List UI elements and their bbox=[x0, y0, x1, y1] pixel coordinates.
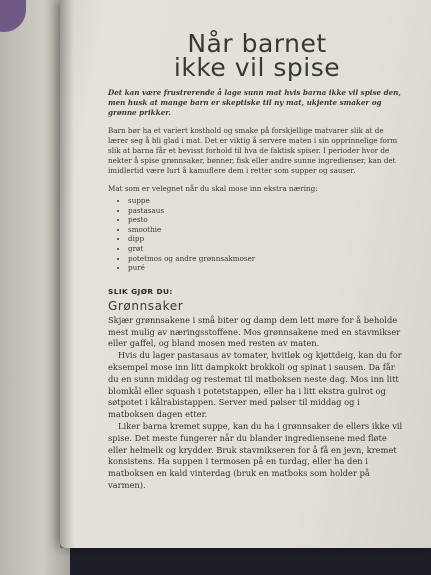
page-title bbox=[108, 29, 406, 82]
list-item: • pastasaus bbox=[128, 206, 406, 216]
ingredient-list bbox=[108, 196, 406, 273]
intro-text: Det kan være frustrerende å lage sunn mat hvis barna ikke vil spise den, men husk at mange barn er skeptiske til ny mat, ukjente smaker og grønne prikker. bbox=[108, 88, 401, 117]
title-line-2: ikke vil spise bbox=[173, 53, 341, 82]
page-content bbox=[108, 29, 406, 492]
page-gutter-shadow bbox=[60, 0, 74, 548]
section-label: SLIK GJØR DU: bbox=[108, 286, 173, 296]
title-line-1: Når barnet bbox=[187, 29, 327, 58]
body-text bbox=[108, 315, 406, 492]
list-item: • smoothie bbox=[128, 225, 406, 235]
paragraph-1: Barn bør ha et variert kosthold og smake på forskjellige matvarer slik at de lærer seg å bli glad i mat. Det er viktig å servere maten i sin opprinnelige form slik at barna får et bevisst forhold til hva de faktisk spiser. I perioder hvor de nekter å spise grønnsaker, bønner, fisk eller andre sunne ingredienser, kan det imidlertid være lurt å kamuflere dem i retter som supper og sauser. bbox=[108, 126, 398, 175]
body-paragraph-3: Liker barna kremet suppe, kan du ha i grønnsaker de ellers ikke vil spise. Det meste fungerer når du blander ingrediensene med fløte eller helmelk og krydder. Bruk stavmikseren for å få en jevn, kremet konsistens. Ha suppen i termosen på en turdag, eller ha den i matboksen en kald vinterdag (bruk en matboks som holder på varmen). bbox=[108, 420, 403, 490]
list-item: • potetmos og andre grønnsakmoser bbox=[128, 254, 406, 264]
body-paragraph-2: Hvis du lager pastasaus av tomater, hvitløk og kjøttdeig, kan du for eksempel mose inn litt dampkokt brokkoli og spinat i sausen. Da får du en sunn middag og restemat til matboksen neste dag. Mos inn litt blomkål eller squash i potetstappen, eller ha i litt ekstra gulrot og søtpotet i kålrabistappen. Server med pølser til middag og i matboksen dagen etter. bbox=[108, 350, 402, 420]
list-intro: Mat som er velegnet når du skal mose inn ekstra næring: bbox=[108, 184, 318, 193]
list-item: • pesto bbox=[128, 215, 406, 225]
list-item: • suppe bbox=[128, 196, 406, 206]
subheading: Grønnsaker bbox=[108, 298, 184, 313]
list-item: • dipp bbox=[128, 234, 406, 244]
list-item: • grøt bbox=[128, 244, 406, 254]
list-item: • puré bbox=[128, 263, 406, 273]
body-paragraph-1: Skjær grønnsakene i små biter og damp dem lett møre for å beholde mest mulig av næringsstoffene. Mos grønnsakene med en stavmikser eller gaffel, og bland mosen med resten av maten. bbox=[108, 314, 401, 349]
